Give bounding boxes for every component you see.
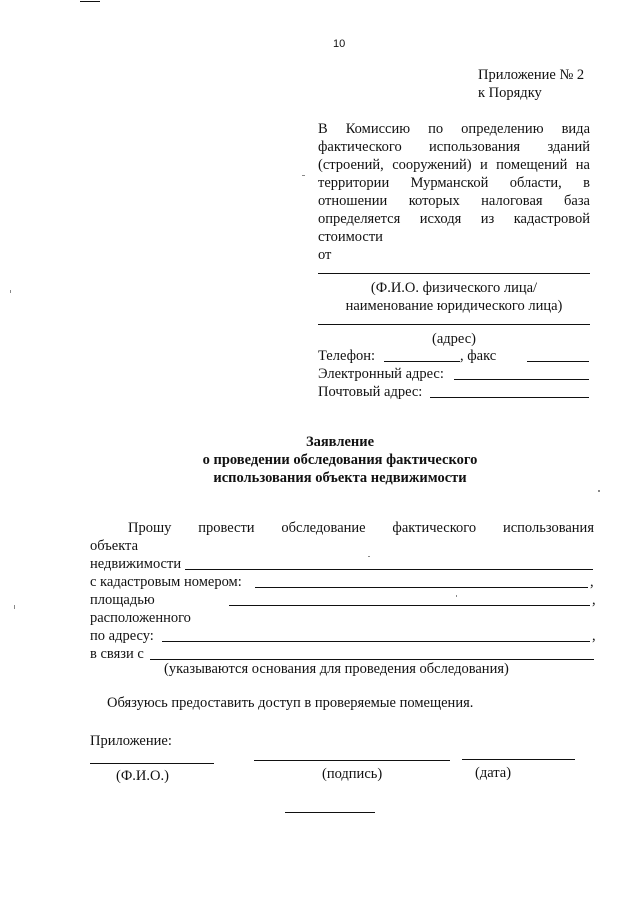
scan-speck (302, 175, 305, 176)
applicant-address-field[interactable] (318, 324, 590, 325)
scan-speck (456, 595, 457, 597)
phone-label: Телефон: (318, 348, 376, 364)
email-field[interactable] (454, 379, 589, 380)
fio-caption: (Ф.И.О.) (116, 768, 169, 784)
area-field[interactable] (229, 605, 590, 606)
date-caption: (дата) (475, 765, 512, 781)
fax-label: , факс (460, 348, 497, 364)
area-comma: , (592, 592, 596, 608)
postal-field[interactable] (430, 397, 589, 398)
address-comma: , (592, 628, 596, 644)
located-word: расположенного (90, 610, 191, 626)
document-title: Заявление (305, 434, 375, 450)
object-address-field[interactable] (162, 641, 590, 642)
appendix-ref: к Порядку (478, 85, 542, 101)
addressee-line-7: стоимости (318, 229, 383, 245)
scan-speck (14, 605, 15, 609)
reason-label: в связи с (90, 646, 144, 662)
postal-label: Почтовый адрес: (318, 384, 423, 400)
cadastral-field[interactable] (255, 587, 588, 588)
appendix-number: Приложение № 2 (478, 67, 585, 83)
addressee-line-2: фактического использования зданий (318, 139, 590, 155)
scan-speck (10, 290, 11, 293)
realty-field[interactable] (185, 569, 593, 570)
request-intro: Прошу провести обследование фактического использования (128, 520, 594, 536)
addressee-line-1: В Комиссию по определению вида (318, 121, 590, 137)
addressee-line-5: отношении которых налоговая база (318, 193, 590, 209)
addressee-line-3: (строений, сооружений) и помещений на (318, 157, 590, 173)
document-subtitle-2: использования объекта недвижимости (213, 470, 467, 486)
address-label: по адресу: (90, 628, 154, 644)
applicant-name-field[interactable] (318, 273, 590, 274)
object-word: объекта (90, 538, 139, 554)
addressee-line-6: определяется исходя из кадастровой (318, 211, 590, 227)
reason-hint: (указываются основания для проведения обследования) (164, 661, 509, 677)
realty-label: недвижимости (90, 556, 182, 572)
page-number: 10 (333, 38, 346, 50)
cadastral-comma: , (590, 574, 594, 590)
email-label: Электронный адрес: (318, 366, 444, 382)
sign-caption: (подпись) (322, 766, 383, 782)
from-label: от (318, 247, 332, 263)
applicant-name-hint-2: наименование юридического лица) (345, 298, 563, 314)
attachment-label: Приложение: (90, 733, 172, 749)
addressee-line-4: территории Мурманской области, в (318, 175, 590, 191)
date-signature-field[interactable] (462, 759, 575, 760)
bottom-rule (285, 812, 375, 813)
applicant-name-hint-1: (Ф.И.О. физического лица/ (370, 280, 538, 296)
applicant-address-hint: (адрес) (432, 331, 476, 347)
phone-field[interactable] (384, 361, 460, 362)
scan-speck (368, 556, 370, 557)
area-label: площадью (90, 592, 155, 608)
fax-field[interactable] (527, 361, 589, 362)
sign-signature-field[interactable] (254, 760, 450, 761)
scan-speck (598, 490, 600, 492)
fio-signature-field[interactable] (90, 763, 214, 764)
access-statement: Обязуюсь предоставить доступ в проверяемые помещения. (107, 695, 474, 711)
document-subtitle-1: о проведении обследования фактического (202, 452, 478, 468)
scan-artifact-line (80, 1, 100, 2)
cadastral-label: с кадастровым номером: (90, 574, 242, 590)
